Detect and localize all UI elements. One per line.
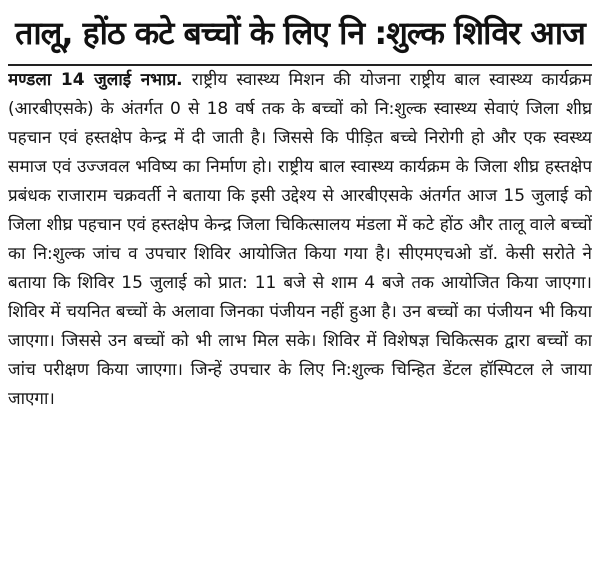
article-body	[8, 66, 592, 572]
headline: तालू, होंठ कटे बच्चों के लिए नि :शुल्क शिविर आज	[15, 14, 585, 52]
article-body-text: राष्ट्रीय स्वास्थ्य मिशन की योजना राष्ट्रीय बाल स्वास्थ्य कार्यक्रम (आरबीएसके) के अंतर्गत 0 से 18 वर्ष तक के बच्चों को नि:शुल्क स्वास्थ्य सेवाएं जिला शीघ्र पहचान एवं हस्तक्षेप केन्द्र में दी जाती है। जिससे कि पीड़ित बच्चे निरोगी हो और एक स्वस्थ्य समाज एवं उज्जवल भविष्य का निर्माण हो। राष्ट्रीय बाल स्वास्थ्य कार्यक्रम के जिला शीघ्र हस्तक्षेप प्रबंधक राजाराम चक्रवर्ती ने बताया कि इसी उद्देश्य से आरबीएसके अंतर्गत आज 15 जुलाई को जिला शीघ्र पहचान एवं हस्तक्षेप केन्द्र जिला चिकित्सालय मंडला में कटे होंठ और तालू वाले बच्चों का नि:शुल्क जांच व उपचार शिविर आयोजित किया गया है। सीएमएचओ डॉ. केसी सरोते ने बताया कि शिविर 15 जुलाई को प्रात: 11 बजे से शाम 4 बजे तक आयोजित किया जाएगा। शिविर में चयनित बच्चों के अलावा जिनका पंजीयन नहीं हुआ है। उन बच्चों का पंजीयन भी किया जाएगा। जिससे उन बच्चों को भी लाभ मिल सके। शिविर में विशेषज्ञ चिकित्सक द्वारा बच्चों का जांच परीक्षण किया जाएगा। जिन्हें उपचार के लिए नि:शुल्क चिन्हित डेंटल हॉस्पिटल ले जाया जाएगा।	[8, 70, 592, 409]
dateline: मण्डला 14 जुलाई नभाप्र.	[8, 70, 183, 90]
